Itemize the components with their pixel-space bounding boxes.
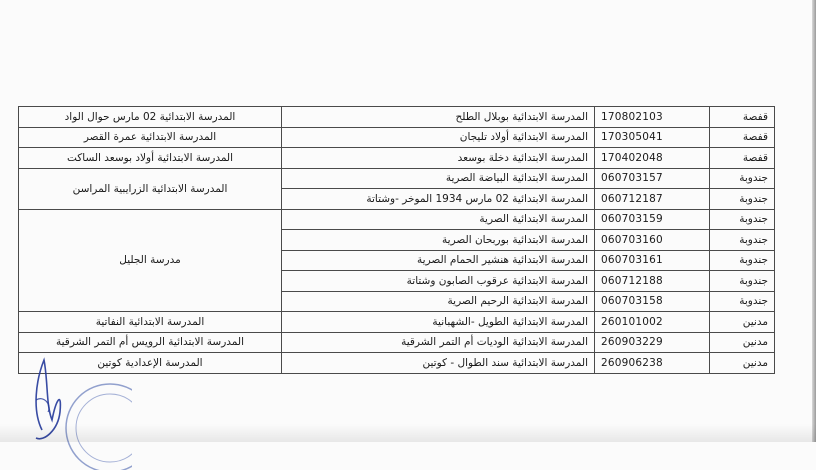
school-code-cell: 060703160 <box>595 230 710 251</box>
target-school-cell: المدرسة الابتدائية 02 مارس حوال الواد <box>19 107 282 128</box>
table-row <box>19 209 775 230</box>
region-cell: مدنين <box>710 353 775 374</box>
page-shadow <box>0 424 816 442</box>
school-code-cell: 170402048 <box>595 148 710 169</box>
school-name-cell: المدرسة الابتدائية دخلة بوسعد <box>282 148 595 169</box>
region-cell: مدنين <box>710 332 775 353</box>
school-code-cell: 170305041 <box>595 127 710 148</box>
region-cell: جندوبة <box>710 291 775 312</box>
target-school-cell: مدرسة الجليل <box>19 209 282 312</box>
region-cell: جندوبة <box>710 209 775 230</box>
target-school-cell: المدرسة الابتدائية الرويس أم التمر الشرقية <box>19 332 282 353</box>
region-cell: قفصة <box>710 148 775 169</box>
table-row <box>19 312 775 333</box>
target-school-cell: المدرسة الابتدائية عمرة القصر <box>19 127 282 148</box>
school-name-cell: المدرسة الابتدائية الطويل -الشهبانية <box>282 312 595 333</box>
target-school-cell: المدرسة الإعدادية كوتين <box>19 353 282 374</box>
school-code-cell: 060703161 <box>595 250 710 271</box>
school-name-cell: المدرسة الابتدائية الصرية <box>282 209 595 230</box>
school-code-cell: 060712188 <box>595 271 710 292</box>
signature-stamp-icon <box>22 350 132 470</box>
school-code-cell: 060712187 <box>595 189 710 210</box>
region-cell: جندوبة <box>710 230 775 251</box>
school-code-cell: 260903229 <box>595 332 710 353</box>
table-row <box>19 148 775 169</box>
school-name-cell: المدرسة الابتدائية هنشير الحمام الصرية <box>282 250 595 271</box>
school-name-cell: المدرسة الابتدائية أولاد تليجان <box>282 127 595 148</box>
school-name-cell: المدرسة الابتدائية البياضة الصرية <box>282 168 595 189</box>
target-school-cell: المدرسة الابتدائية النفاتية <box>19 312 282 333</box>
schools-table <box>18 106 775 374</box>
region-cell: جندوبة <box>710 271 775 292</box>
school-code-cell: 260101002 <box>595 312 710 333</box>
page-edge <box>812 0 816 442</box>
target-school-cell: المدرسة الابتدائية الزرايبية المراسن <box>19 168 282 209</box>
school-name-cell: المدرسة الابتدائية بوربحان الصرية <box>282 230 595 251</box>
region-cell: قفصة <box>710 127 775 148</box>
school-name-cell: المدرسة الابتدائية 02 مارس 1934 الموخر -وشتاتة <box>282 189 595 210</box>
school-name-cell: المدرسة الابتدائية بوبلال الطلح <box>282 107 595 128</box>
school-code-cell: 170802103 <box>595 107 710 128</box>
region-cell: جندوبة <box>710 168 775 189</box>
school-code-cell: 060703158 <box>595 291 710 312</box>
school-code-cell: 060703157 <box>595 168 710 189</box>
region-cell: جندوبة <box>710 189 775 210</box>
school-name-cell: المدرسة الابتدائية الوديات أم التمر الشرقية <box>282 332 595 353</box>
table-row <box>19 107 775 128</box>
school-code-cell: 060703159 <box>595 209 710 230</box>
table-row <box>19 127 775 148</box>
school-name-cell: المدرسة الابتدائية سند الطوال - كوتين <box>282 353 595 374</box>
school-code-cell: 260906238 <box>595 353 710 374</box>
region-cell: مدنين <box>710 312 775 333</box>
region-cell: جندوبة <box>710 250 775 271</box>
region-cell: قفصة <box>710 107 775 128</box>
school-name-cell: المدرسة الابتدائية الرحيم الصرية <box>282 291 595 312</box>
target-school-cell: المدرسة الابتدائية أولاد بوسعد الساكت <box>19 148 282 169</box>
table-row <box>19 168 775 189</box>
school-name-cell: المدرسة الابتدائية عرقوب الصابون وشتاتة <box>282 271 595 292</box>
